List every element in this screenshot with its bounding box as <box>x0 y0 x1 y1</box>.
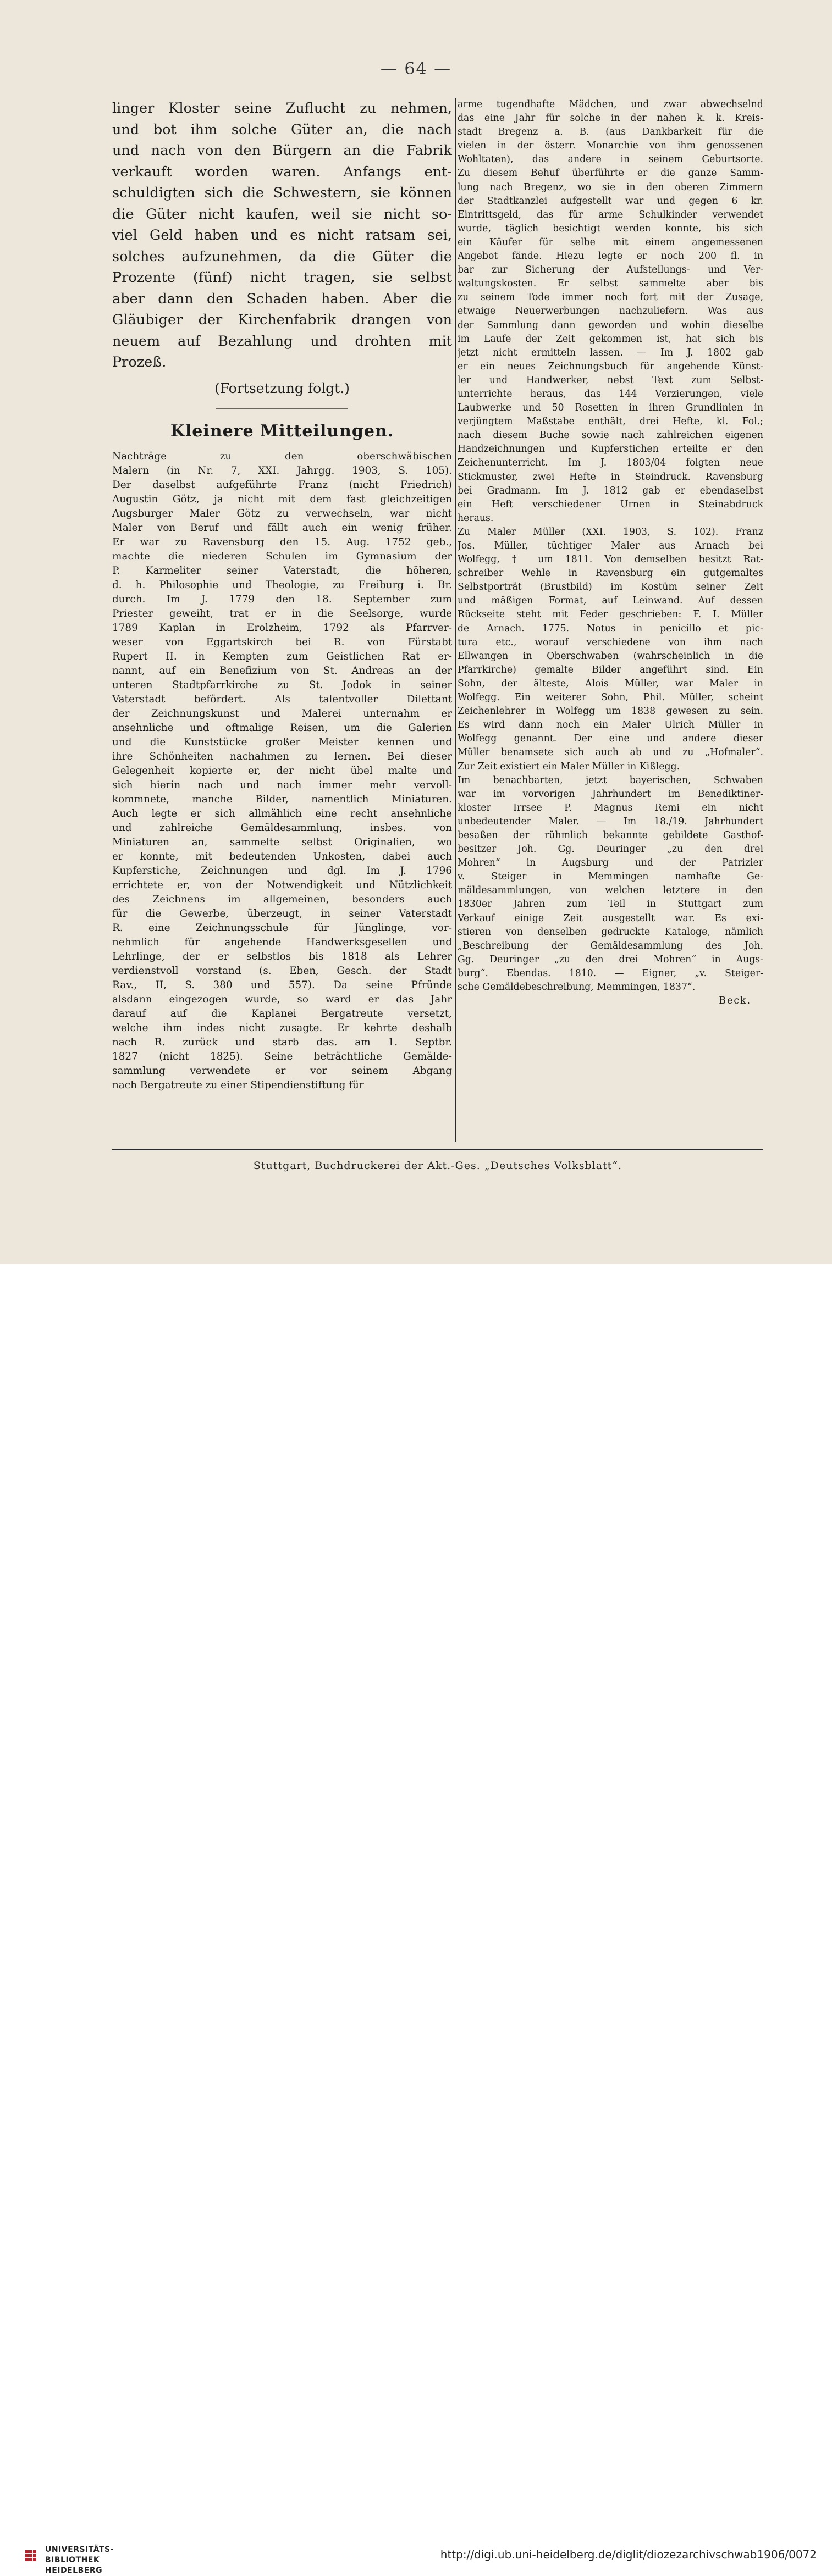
library-footer <box>0 1264 832 2575</box>
text-line: die Güter nicht kaufen, weil sie nicht so- <box>112 206 452 223</box>
text-line: solches aufzunehmen, da die Güter die <box>112 248 452 265</box>
text-line: d. h. Philosophie und Theologie, zu Freiburg i. Br. <box>112 579 452 591</box>
text-line: v. Steiger in Memmingen namhafte Ge- <box>458 871 763 883</box>
text-line: Nachträge zu den oberschwäbischen <box>112 450 452 462</box>
library-name-line: HEIDELBERG <box>45 2566 103 2575</box>
text-line: Maler von Beruf und fällt auch ein wenig früher. <box>112 522 452 534</box>
text-line: für die Gewerbe, überzeugt, in seiner Vaterstadt <box>112 907 452 919</box>
printer-imprint: Stuttgart, Buchdruckerei der Akt.-Ges. „Deutsches Volksblatt“. <box>253 1160 622 1172</box>
text-line: 1789 Kaplan in Erolzheim, 1792 als Pfarrver- <box>112 622 452 634</box>
author-signature: Beck. <box>719 995 751 1007</box>
text-line: Er war zu Ravensburg den 15. Aug. 1752 geb., <box>112 536 452 548</box>
text-line: Gläubiger der Kirchenfabrik drangen von <box>112 312 452 328</box>
text-line: Verkauf einige Zeit ausgestellt war. Es exi- <box>458 912 763 924</box>
text-line: neuem auf Bezahlung und drohten mit <box>112 333 452 350</box>
text-line: Jos. Müller, tüchtiger Maler aus Arnach bei <box>458 540 763 551</box>
text-line: und zahlreiche Gemäldesammlung, insbes. von <box>112 822 452 834</box>
text-line: der Sammlung dann geworden und wohin dieselbe <box>458 319 763 331</box>
text-line: und nach von den Bürgern an die Fabrik <box>112 142 452 159</box>
text-line: tura etc., worauf verschiedene von ihm nach <box>458 636 763 648</box>
column-divider <box>455 98 456 1142</box>
text-line: bar zur Sicherung der Aufstellungs- und Ver- <box>458 264 763 276</box>
text-line: besaßen der rühmlich bekannte gebildete Gasthof- <box>458 829 763 841</box>
text-line: Es wird dann noch ein Maler Ulrich Müller in <box>458 719 763 731</box>
text-line: ihre Schönheiten nachahmen zu lernen. Bei dieser <box>112 750 452 762</box>
text-line: Prozente (fünf) nicht tragen, sie selbst <box>112 269 452 286</box>
text-line: errichtete er, von der Notwendigkeit und Nützlichkeit <box>112 879 452 891</box>
text-line: verdienstvoll vorstand (s. Eben, Gesch. der Stadt <box>112 965 452 977</box>
text-line: der Stadtkanzlei aufgestellt war und gegen 6 kr. <box>458 195 763 207</box>
text-line: viel Geld haben und es nicht ratsam sei, <box>112 227 452 243</box>
text-line: ein Heft verschiedener Urnen in Steinabdruck <box>458 498 763 510</box>
scanned-page <box>0 0 832 1264</box>
text-line: kloster Irrsee P. Magnus Remi ein nicht <box>458 802 763 813</box>
text-line: alsdann eingezogen wurde, so ward er das Jahr <box>112 993 452 1005</box>
library-name-line: UNIVERSITÄTS- <box>45 2545 114 2554</box>
text-line: nannt, auf ein Benefizium von St. Andreas an der <box>112 664 452 677</box>
text-line: kommnete, manche Bilder, namentlich Miniaturen. <box>112 793 452 805</box>
text-line: 1830er Jahren zum Teil in Stuttgart zum <box>458 899 763 910</box>
text-line: Wolfegg. Ein weiterer Sohn, Phil. Müller, scheint <box>458 692 763 703</box>
text-line: und bot ihm solche Güter an, die nach <box>112 121 452 138</box>
text-line: ansehnliche und oftmalige Reisen, um die Galerien <box>112 722 452 734</box>
text-line: Eintrittsgeld, das für arme Schulkinder verwendet <box>458 209 763 220</box>
text-line: R. eine Zeichnungsschule für Jünglinge, vor- <box>112 922 452 934</box>
text-line: und mäßigen Format, auf Leinwand. Auf dessen <box>458 595 763 607</box>
text-line: durch. Im J. 1779 den 18. September zum <box>112 593 452 605</box>
text-line: Angebot fände. Hiezu legte er noch 200 fl. in <box>458 251 763 262</box>
page-number: — 64 — <box>380 59 452 79</box>
text-line: nach R. zurück und starb das. am 1. Septbr. <box>112 1036 452 1048</box>
text-line: Augsburger Maler Götz zu verwechseln, war nicht <box>112 507 452 519</box>
text-line: vielen in der österr. Monarchie von ihm genossenen <box>458 140 763 152</box>
text-line: jetzt nicht ermitteln lassen. — Im J. 1802 gab <box>458 347 763 358</box>
text-line: unterrichte heraus, das 144 Verzierungen, viele <box>458 388 763 400</box>
text-line: und die Kunststücke großer Meister kennen und <box>112 736 452 748</box>
text-line: „Beschreibung der Gemäldesammlung des Joh. <box>458 940 763 951</box>
text-line: Zur Zeit existiert ein Maler Müller in Kißlegg. <box>458 761 680 772</box>
text-line: zu seinem Tode immer noch fort mit der Zusage, <box>458 292 763 303</box>
text-line: P. Karmeliter seiner Vaterstadt, die höheren, <box>112 564 452 577</box>
text-line: sammlung verwendete er vor seinem Abgang <box>112 1065 452 1077</box>
source-url-link[interactable]: http://digi.ub.uni-heidelberg.de/diglit/diozezarchivschwab1906/0072 <box>440 2548 817 2561</box>
university-logo-icon <box>25 2550 36 2561</box>
text-line: Zeichenlehrer in Wolfegg um 1838 gewesen zu sein. <box>458 706 763 717</box>
text-line: Handzeichnungen und Kupferstichen erteilte er den <box>458 444 763 455</box>
text-line: stadt Bregenz a. B. (aus Dankbarkeit für die <box>458 126 763 138</box>
text-line: ler und Handwerker, nebst Text zum Selbst- <box>458 374 763 386</box>
text-line: unteren Stadtpfarrkirche zu St. Jodok in seiner <box>112 679 452 691</box>
text-line: 1827 (nicht 1825). Seine beträchtliche Gemälde- <box>112 1050 452 1062</box>
text-line: Ellwangen in Oberschwaben (wahrscheinlich in die <box>458 650 763 662</box>
text-line: er konnte, mit bedeutenden Unkosten, dabei auch <box>112 850 452 862</box>
text-line: sich hierin nach und nach immer mehr vervoll- <box>112 779 452 791</box>
text-line: verkauft worden waren. Anfangs ent- <box>112 163 452 180</box>
text-line: arme tugendhafte Mädchen, und zwar abwechselnd <box>458 99 763 110</box>
left-column <box>112 98 452 1142</box>
text-line: waltungskosten. Er selbst sammelte aber bis <box>458 278 763 290</box>
text-line: Wolfegg genannt. Der eine und andere dieser <box>458 733 763 745</box>
text-line: Zu diesem Behuf überführte er die ganze Samm- <box>458 168 763 179</box>
text-line: etwaige Neuerwerbungen nachzuliefern. Was aus <box>458 306 763 317</box>
text-line: bei Gradmann. Im J. 1812 gab er ebendaselbst <box>458 485 763 496</box>
text-line: Mohren“ in Augsburg und der Patrizier <box>458 857 763 869</box>
text-line: Laubwerke und 50 Rosetten in ihren Grundlinien in <box>458 402 763 414</box>
text-line: Stickmuster, zwei Hefte in Steindruck. Ravensburg <box>458 471 763 483</box>
text-line: im Laufe der Zeit gekommen ist, hat sich bis <box>458 333 763 345</box>
text-line: aber dann den Schaden haben. Aber die <box>112 290 452 307</box>
text-line: Rückseite steht mit Feder geschrieben: F. I. Müller <box>458 609 763 621</box>
text-line: ein Käufer für selbe mit einem angemessenen <box>458 236 763 248</box>
text-line: wurde, täglich besichtigt werden konnte, bis sich <box>458 223 763 234</box>
text-line: linger Kloster seine Zuflucht zu nehmen, <box>112 100 452 117</box>
text-line: verjüngtem Maßstabe enthält, drei Hefte, kl. Fol.; <box>458 416 763 428</box>
text-line: weser von Eggartskirch bei R. von Fürstabt <box>112 636 452 648</box>
text-line: Sohn, der älteste, Alois Müller, war Maler in <box>458 678 763 689</box>
text-line: Auch legte er sich allmählich eine recht ansehnliche <box>112 807 452 819</box>
text-line: Rav., II, S. 380 und 557). Da seine Pfründe <box>112 979 452 991</box>
text-line: Malern (in Nr. 7, XXI. Jahrgg. 1903, S. 105). <box>112 464 452 477</box>
text-line: Im benachbarten, jetzt bayerischen, Schwaben <box>458 774 763 786</box>
text-line: schuldigten sich die Schwestern, sie können <box>112 185 452 201</box>
text-line: burg“. Ebendas. 1810. — Eigner, „v. Steiger- <box>458 967 763 979</box>
text-line: Miniaturen an, sammelte selbst Originalien, wo <box>112 836 452 848</box>
article-ending <box>112 98 452 373</box>
text-line: darauf auf die Kaplanei Bergatreute versetzt, <box>112 1007 452 1020</box>
text-line: Zeichenunterricht. Im J. 1803/04 folgten neue <box>458 457 763 469</box>
text-line: Kupferstiche, Zeichnungen und dgl. Im J. 1796 <box>112 865 452 877</box>
text-line: heraus. <box>458 512 494 524</box>
text-line: nach Bergatreute zu einer Stipendienstiftung für <box>112 1079 364 1091</box>
text-line: Zu Maler Müller (XXI. 1903, S. 102). Franz <box>458 526 763 538</box>
section-divider <box>216 408 348 409</box>
text-line: Der daselbst aufgeführte Franz (nicht Friedrich) <box>112 479 452 491</box>
library-name-line: BIBLIOTHEK <box>45 2556 100 2564</box>
text-line: des Zeichnens im allgemeinen, besonders auch <box>112 893 452 905</box>
right-column-text <box>458 98 763 994</box>
text-line: stieren von denselben gedruckte Kataloge, nämlich <box>458 926 763 938</box>
right-column <box>458 98 763 1142</box>
section-heading: Kleinere Mitteilungen. <box>170 421 394 441</box>
text-line: nehmlich für angehende Handwerksgesellen und <box>112 936 452 948</box>
text-line: Rupert II. in Kempten zum Geistlichen Rat er- <box>112 650 452 662</box>
text-line: mäldesammlungen, von welchen letztere in den <box>458 885 763 896</box>
text-line: Wolfegg, † um 1811. Von demselben besitzt Rat- <box>458 554 763 566</box>
text-line: de Arnach. 1775. Notus in penicillo et pic- <box>458 623 763 634</box>
text-line: unbedeutender Maler. — Im 18./19. Jahrhundert <box>458 816 763 827</box>
text-line: Wohltaten), das andere in seinem Geburtsorte. <box>458 154 763 165</box>
text-line: Augustin Götz, ja nicht mit dem fast gleichzeitigen <box>112 493 452 505</box>
text-line: schreiber Wehle in Ravensburg ein gutgemaltes <box>458 568 763 579</box>
bottom-rule <box>112 1149 763 1150</box>
text-line: Selbstporträt (Brustbild) im Kostüm seiner Zeit <box>458 581 763 593</box>
text-line: welche ihm indes nicht zusagte. Er kehrte deshalb <box>112 1022 452 1034</box>
text-line: Prozeß. <box>112 354 167 370</box>
text-line: Gg. Deuringer „zu den drei Mohren“ in Augs- <box>458 954 763 965</box>
text-line: das eine Jahr für solche in der nahen k. k. Kreis- <box>458 113 763 124</box>
notice-text <box>112 450 452 1093</box>
text-line: der Zeichnungskunst und Malerei unternahm er <box>112 707 452 719</box>
text-line: nach diesem Buche sowie nach zahlreichen eigenen <box>458 430 763 441</box>
library-name <box>45 2545 114 2576</box>
text-line: Pfarrkirche) gemalte Bilder angeführt sind. Ein <box>458 664 763 675</box>
text-line: war im vorvorigen Jahrhundert im Benediktiner- <box>458 788 763 800</box>
text-line: Priester geweiht, trat er in die Seelsorge, wurde <box>112 607 452 619</box>
text-line: er ein neues Zeichnungsbuch für angehende Künst- <box>458 361 763 372</box>
text-line: besitzer Joh. Gg. Deuringer „zu den drei <box>458 844 763 855</box>
text-line: sche Gemäldebeschreibung, Memmingen, 1837“. <box>458 982 696 993</box>
text-line: Müller benamsete sich auch ab und zu „Hofmaler“. <box>458 747 763 758</box>
text-line: Gelegenheit kopierte er, der nicht übel malte und <box>112 765 452 777</box>
text-line: lung nach Bregenz, wo sie in den oberen Zimmern <box>458 181 763 193</box>
text-line: machte die niederen Schulen im Gymnasium der <box>112 550 452 562</box>
text-line: Lehrlinge, der er selbstlos bis 1818 als Lehrer <box>112 950 452 962</box>
text-line: Vaterstadt befördert. Als talentvoller Dilettant <box>112 693 452 705</box>
continued-note: (Fortsetzung folgt.) <box>214 380 350 396</box>
